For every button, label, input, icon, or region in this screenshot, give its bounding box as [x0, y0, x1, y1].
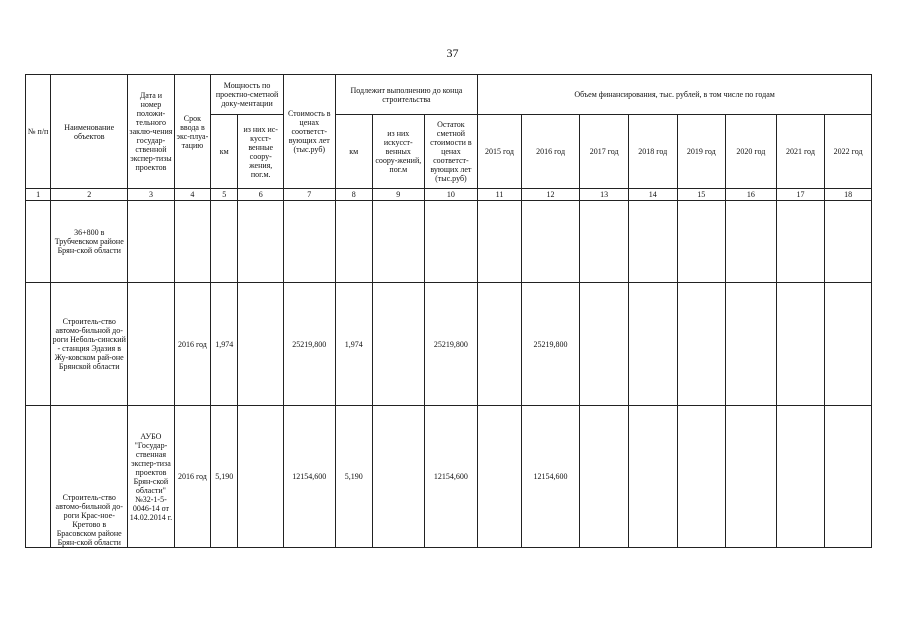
col-num: 3	[128, 189, 175, 201]
remaining-structures-cell	[372, 406, 424, 548]
header-structures: из них ис-кусст-венные соору-жения, пог.м.	[238, 115, 284, 189]
page-number: 37	[446, 46, 459, 60]
remaining-km-cell: 5,190	[335, 406, 372, 548]
table-row	[26, 406, 872, 548]
remaining-cost-cell	[424, 201, 478, 283]
header-year-2020: 2020 год	[726, 115, 777, 189]
year-2015-cell	[478, 283, 522, 406]
col-num: 8	[335, 189, 372, 201]
header-term: Срок ввода в экс-плуа-тацию	[174, 75, 210, 189]
object-name: 36+800 в Трубчевском районе Брян-ской области	[51, 201, 128, 283]
remaining-cost-cell: 12154,600	[424, 406, 478, 548]
header-year-2016: 2016 год	[521, 115, 580, 189]
term-cell: 2016 год	[174, 283, 210, 406]
col-num: 14	[628, 189, 677, 201]
header-year-2018: 2018 год	[628, 115, 677, 189]
expertise-cell	[128, 201, 175, 283]
header-expertise: Дата и номер положи-тельного заклю-чения государ-ственной экспер-тизы проектов	[128, 75, 175, 189]
remaining-cost-cell: 25219,800	[424, 283, 478, 406]
col-num: 5	[211, 189, 238, 201]
remaining-structures-cell	[372, 283, 424, 406]
header-financing-group: Объем финансирования, тыс. рублей, в том числе по годам	[478, 75, 872, 115]
header-row-1	[26, 75, 872, 115]
expertise-cell	[128, 283, 175, 406]
header-year-2017: 2017 год	[580, 115, 629, 189]
objects-table	[25, 74, 872, 548]
structures-cell	[238, 283, 284, 406]
col-num: 13	[580, 189, 629, 201]
header-km: км	[211, 115, 238, 189]
year-2016-cell: 25219,800	[521, 283, 580, 406]
year-2015-cell	[478, 201, 522, 283]
header-capacity-group: Мощность по проектно-сметной доку-ментации	[211, 75, 284, 115]
object-name: Строитель-ство автомо-бильной до-роги Неболь-синский - станция Эдазия в Жу-ковском рай-оне Брянской области	[51, 283, 128, 406]
col-num: 2	[51, 189, 128, 201]
col-num: 11	[478, 189, 522, 201]
col-num: 7	[283, 189, 335, 201]
col-num: 1	[26, 189, 51, 201]
term-cell: 2016 год	[174, 406, 210, 548]
km-cell: 5,190	[211, 406, 238, 548]
expertise-cell: АУБО "Государ-ственная экспер-тиза проектов Брян-ской области" №32-1-5-0046-14 от 14.02.2014 г.	[128, 406, 175, 548]
col-num: 18	[825, 189, 872, 201]
structures-cell	[238, 201, 284, 283]
remaining-km-cell	[335, 201, 372, 283]
header-year-2015: 2015 год	[478, 115, 522, 189]
year-2015-cell	[478, 406, 522, 548]
col-num: 4	[174, 189, 210, 201]
header-year-2021: 2021 год	[776, 115, 825, 189]
col-num: 10	[424, 189, 478, 201]
col-num: 6	[238, 189, 284, 201]
table-row	[26, 201, 872, 283]
term-cell	[174, 201, 210, 283]
header-remaining-km: км	[335, 115, 372, 189]
header-name: Наименование объектов	[51, 75, 128, 189]
km-cell: 1,974	[211, 283, 238, 406]
structures-cell	[238, 406, 284, 548]
col-num: 12	[521, 189, 580, 201]
header-year-2019: 2019 год	[677, 115, 726, 189]
header-remaining-structures: из них искусст-венных соору-жений, пог.м	[372, 115, 424, 189]
header-number: № п/п	[26, 75, 51, 189]
remaining-structures-cell	[372, 201, 424, 283]
year-2016-cell	[521, 201, 580, 283]
object-name: Строитель-ство автомо-бильной до-роги Крас-ное-Кретово в Брасовском районе Брян-ской области	[51, 406, 128, 548]
col-num: 17	[776, 189, 825, 201]
column-number-row	[26, 189, 872, 201]
cost-cell	[283, 201, 335, 283]
remaining-km-cell: 1,974	[335, 283, 372, 406]
col-num: 15	[677, 189, 726, 201]
header-cost: Стоимость в ценах соответст-вующих лет (тыс.руб)	[283, 75, 335, 189]
cost-cell: 25219,800	[283, 283, 335, 406]
header-remaining-group: Подлежит выполнению до конца строительства	[335, 75, 478, 115]
col-num: 9	[372, 189, 424, 201]
header-year-2022: 2022 год	[825, 115, 872, 189]
col-num: 16	[726, 189, 777, 201]
cost-cell: 12154,600	[283, 406, 335, 548]
km-cell	[211, 201, 238, 283]
header-remaining-cost: Остаток сметной стоимости в ценах соответст-вующих лет (тыс.руб)	[424, 115, 478, 189]
year-2016-cell: 12154,600	[521, 406, 580, 548]
table-row	[26, 283, 872, 406]
